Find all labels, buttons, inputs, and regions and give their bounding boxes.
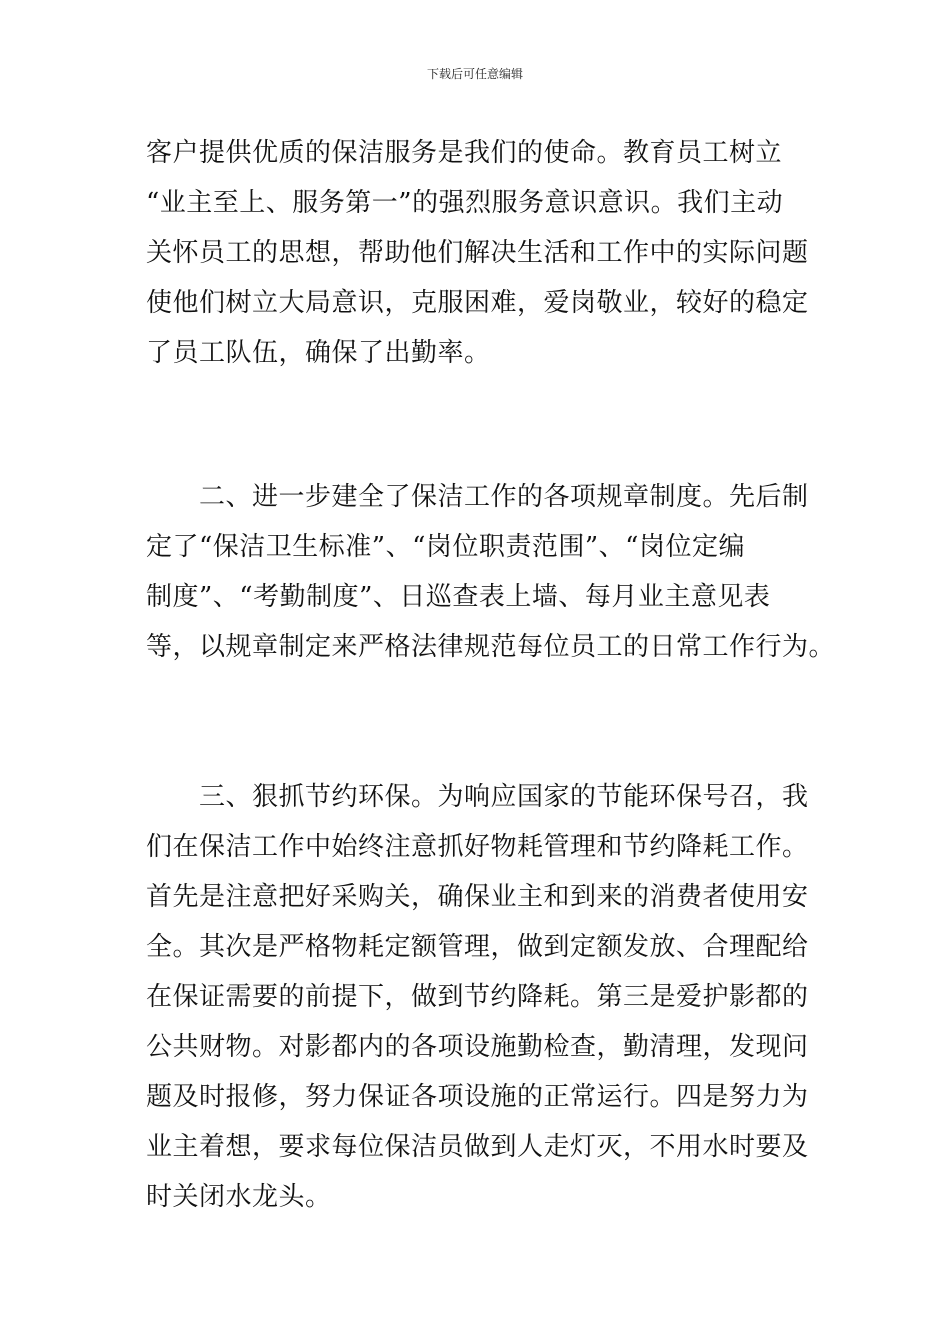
page-header: 下载后可任意编辑: [426, 67, 523, 81]
text-line: 了员工队伍，确保了出勤率。: [146, 338, 491, 368]
text-line: 客户提供优质的保洁服务是我们的使命。教育员工树立: [146, 138, 783, 168]
text-line: 使他们树立大局意识，克服困难，爱岗敬业，较好的稳定: [146, 288, 809, 318]
text-line: 时关闭水龙头。: [146, 1182, 332, 1212]
text-line: 制度”、“考勤制度”、日巡查表上墙、每月业主意见表: [146, 582, 771, 612]
text-line: 等，以规章制定来严格法律规范每位员工的日常工作行为。: [146, 632, 836, 662]
text-line: 在保证需要的前提下，做到节约降耗。第三是爱护影都的: [146, 982, 809, 1012]
text-line: 全。其次是严格物耗定额管理，做到定额发放、合理配给: [146, 932, 809, 962]
text-line: 首先是注意把好采购关，确保业主和到来的消费者使用安: [146, 882, 809, 912]
text-line: 关怀员工的思想，帮助他们解决生活和工作中的实际问题: [146, 238, 809, 268]
text-line: 公共财物。对影都内的各项设施勤检查，勤清理，发现问: [146, 1032, 809, 1062]
text-line: 业主着想，要求每位保洁员做到人走灯灭，不用水时要及: [146, 1132, 809, 1162]
text-line: 定了“保洁卫生标准”、“岗位职责范围”、“岗位定编: [146, 532, 745, 562]
text-line: “业主至上、服务第一”的强烈服务意识意识。我们主动: [146, 188, 784, 218]
text-line: 三、狠抓节约环保。为响应国家的节能环保号召，我: [146, 782, 809, 812]
text-line: 题及时报修，努力保证各项设施的正常运行。四是努力为: [146, 1082, 809, 1112]
text-line: 们在保洁工作中始终注意抓好物耗管理和节约降耗工作。: [146, 832, 809, 862]
text-line: 二、进一步建全了保洁工作的各项规章制度。先后制: [146, 482, 809, 512]
